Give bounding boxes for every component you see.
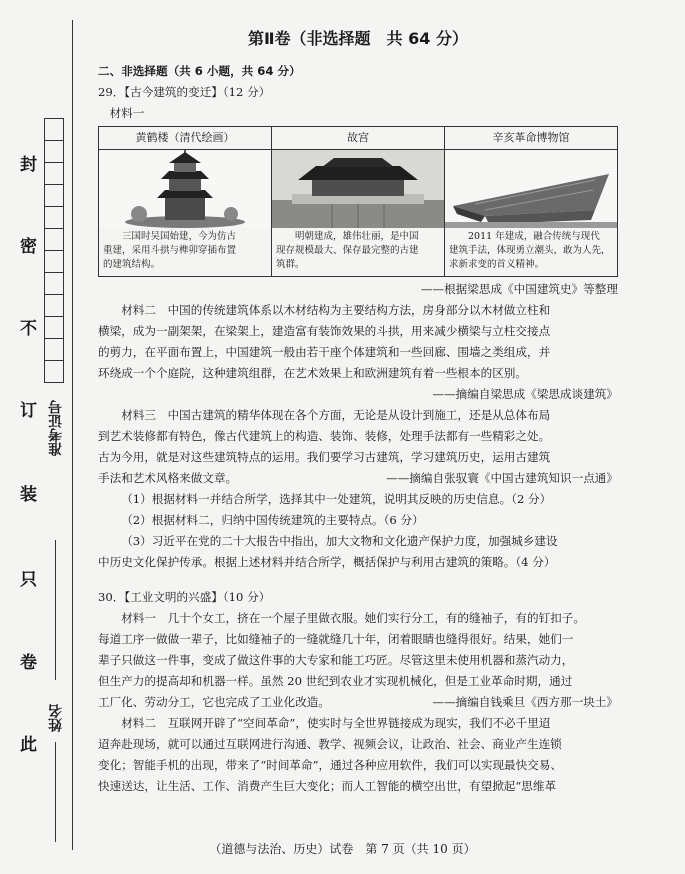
id-digit-box[interactable] bbox=[44, 294, 64, 316]
seal-char: 订 bbox=[20, 401, 37, 421]
q30-material1-line: 每道工序一做做一辈子，比如缝袖子的一缝就缝几十年，闭着眼睛也缝得很好。结果，她们一 bbox=[98, 632, 574, 646]
id-digit-box[interactable] bbox=[44, 272, 64, 294]
id-digit-box[interactable] bbox=[44, 162, 64, 184]
q30-material2-line: 快速送达，让生活、工作、消费产生巨大变化；而人工智能的横空出世，有望掀起“思维革 bbox=[98, 779, 557, 793]
table-cell-yellow-crane bbox=[99, 127, 272, 277]
q30-material1-line: 材料一 几十个女工，挤在一个屋子里做衣服。她们实行分工，有的缝袖子，有的钉扣子。 bbox=[121, 611, 585, 625]
seal-char: 装 bbox=[20, 485, 37, 505]
id-digit-box[interactable] bbox=[44, 360, 64, 383]
cell-heading: 辛亥革命博物馆 bbox=[445, 127, 617, 150]
q29-material3-line: 到艺术装修都有特色，像古代建筑上的构造、装饰、装修，处理手法都有一些精彩之处。 bbox=[98, 429, 551, 443]
q29-question-3: （3）习近平在党的二十大报告中指出，加大文物和文化遗产保护力度，加强城乡建设 bbox=[121, 534, 558, 548]
id-digit-box[interactable] bbox=[44, 140, 64, 162]
binding-margin bbox=[0, 0, 92, 874]
name-blank[interactable] bbox=[55, 742, 56, 842]
table-cell-forbidden-city bbox=[272, 127, 445, 277]
q30-material2-line: 变化；智能手机的出现，带来了“时间革命”，通过各种应用软件，我们可以实现最快交易、 bbox=[98, 758, 563, 772]
q29-question-2: （2）根据材料二，归纳中国传统建筑的主要特点。（6 分） bbox=[121, 513, 424, 527]
xinhai-museum-image bbox=[445, 150, 617, 228]
id-digit-box[interactable] bbox=[44, 250, 64, 272]
section-heading: 二、非选择题（共 6 小题，共 64 分） bbox=[98, 64, 301, 78]
exam-id-boxes[interactable] bbox=[44, 118, 64, 383]
q29-material3-line: 古为今用，就是对这些建筑特点的运用。我们要学习古建筑，学习建筑历史，运用古建筑 bbox=[98, 450, 551, 464]
cell-heading: 故宫 bbox=[272, 127, 444, 150]
q30-material1-lastline: 工厂化、劳动分工，它也完成了工业化改造。 ——摘编自钱乘旦《西方那一块土》 bbox=[98, 692, 618, 713]
binding-line bbox=[72, 20, 73, 850]
cell-heading: 黄鹤楼（清代绘画） bbox=[99, 127, 271, 150]
part-title: 第Ⅱ卷（非选择题 共 64 分） bbox=[248, 29, 468, 48]
seal-char: 密 bbox=[20, 237, 37, 257]
id-digit-box[interactable] bbox=[44, 184, 64, 206]
cell-caption: 2011 年建成，融合传统与现代 建筑手法，体现勇立潮头，敢为人先， 求新求变的首义精神。 bbox=[449, 231, 611, 270]
q29-question-1: （1）根据材料一并结合所学，选择其中一处建筑，说明其反映的历史信息。（2 分） bbox=[121, 492, 552, 506]
q30-source1: ——摘编自钱乘旦《西方那一块土》 bbox=[432, 695, 618, 709]
q29-material2-line: 环绕成一个个庭院，这种建筑组群，在艺术效果上和欧洲建筑有着一些根本的区别。 bbox=[98, 366, 527, 380]
yellow-crane-tower-image bbox=[99, 150, 271, 228]
seal-char: 此 bbox=[20, 735, 37, 755]
page-footer: （道德与法治、历史）试卷 第 7 页（共 10 页） bbox=[209, 842, 476, 856]
table-cell-xinhai-museum bbox=[445, 127, 618, 277]
q29-material3-line: 材料三 中国古建筑的精华体现在各个方面，无论是从设计到施工，还是从总体布局 bbox=[121, 408, 551, 422]
page-content bbox=[98, 28, 618, 797]
forbidden-city-image bbox=[272, 150, 444, 228]
q29-heading: 29．【古今建筑的变迁】（12 分） bbox=[98, 85, 271, 99]
q29-source3: ——摘编自张驭寰《中国古建筑知识一点通》 bbox=[386, 471, 618, 485]
exam-id-blank[interactable] bbox=[55, 540, 56, 680]
id-digit-box[interactable] bbox=[44, 228, 64, 250]
seal-char: 卷 bbox=[20, 653, 37, 673]
q29-material2-line: 材料二 中国的传统建筑体系以木材结构为主要结构方法，房身部分以木材做立柱和 bbox=[121, 303, 551, 317]
q29-material1-label: 材料一 bbox=[109, 106, 145, 120]
id-digit-box[interactable] bbox=[44, 316, 64, 338]
name-label: 姓名 bbox=[48, 704, 64, 732]
q30-material2-line: 迢奔赴现场，就可以通过互联网进行沟通、教学、视频会议，让政治、社会、商业产生连锁 bbox=[98, 737, 562, 751]
id-digit-box[interactable] bbox=[44, 338, 64, 360]
q29-material2-line: 横梁，成为一副架架，在梁架上，建造富有装饰效果的斗拱，用来减少横梁与立柱交接点 bbox=[98, 324, 551, 338]
q29-material2-line: 的剪力，在平面布置上，中国建筑一般由若干座个体建筑和一些回廊、围墙之类组成，并 bbox=[98, 345, 551, 359]
q29-source1: ——根据梁思成《中国建筑史》等整理 bbox=[420, 282, 618, 296]
q30-material2-line: 材料二 互联网开辟了“空间革命”，使实时与全世界链接成为现实，我们不必千里迢 bbox=[121, 716, 551, 730]
cell-caption: 三国时吴国始建，今为仿古 重建，采用斗拱与榫卯穿插布置 的建筑结构。 bbox=[103, 231, 237, 270]
seal-char: 只 bbox=[20, 570, 37, 590]
material-table bbox=[98, 126, 618, 277]
seal-char: 封 bbox=[20, 155, 37, 175]
q29-question-3-cont: 中历史文化保护传承。根据上述材料并结合所学，概括保护与利用古建筑的策略。（4 分） bbox=[98, 555, 556, 569]
cell-caption: 明朝建成，雄伟壮丽，是中国 现存规模最大、保存最完整的古建 筑群。 bbox=[276, 231, 419, 270]
exam-id-label: 准考证号 bbox=[48, 400, 64, 456]
q30-material1-line: 辈子只做这一件事，变成了做这件事的大专家和能工巧匠。尽管这里未使用机器和蒸汽动力， bbox=[98, 653, 574, 667]
seal-char: 不 bbox=[20, 319, 37, 339]
q30-material1-line: 但生产力的提高却和机器一样。虽然 20 世纪到农业才实现机械化，但是工业革命时期，通过 bbox=[98, 674, 573, 688]
id-digit-box[interactable] bbox=[44, 118, 64, 140]
q30-heading: 30．【工业文明的兴盛】（10 分） bbox=[98, 590, 271, 604]
q29-source2: ——摘编自梁思成《梁思成谈建筑》 bbox=[432, 387, 618, 401]
id-digit-box[interactable] bbox=[44, 206, 64, 228]
q29-material3-lastline: 手法和艺术风格来做文章。 ——摘编自张驭寰《中国古建筑知识一点通》 bbox=[98, 468, 618, 489]
